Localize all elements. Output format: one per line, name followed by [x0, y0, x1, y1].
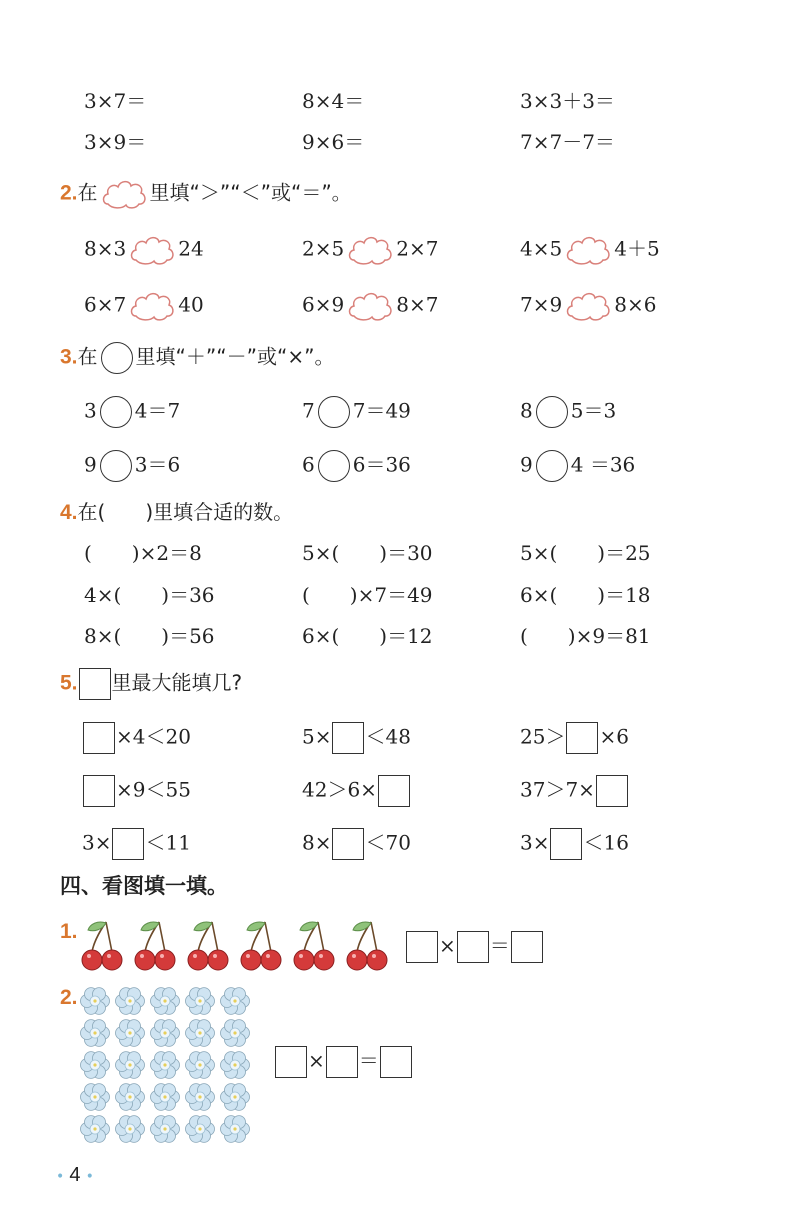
cloud-blank[interactable] [346, 288, 394, 324]
square-blank[interactable] [566, 722, 598, 754]
square-blank[interactable] [596, 775, 628, 807]
circle-blank[interactable] [318, 450, 350, 482]
flower-icon [185, 986, 215, 1016]
flower-icon [115, 1050, 145, 1080]
cherry-icon [80, 918, 124, 972]
flower-icon [185, 1018, 215, 1048]
flower-icon [220, 986, 250, 1016]
calc-2-2: 9×6＝ [302, 130, 365, 154]
flower-icon [150, 1082, 180, 1112]
square-blank[interactable] [275, 1046, 307, 1078]
calc-2-1: 3×9＝ [84, 130, 147, 154]
q5-heading [60, 668, 242, 700]
flower-icon [185, 1114, 215, 1144]
q5-item-3-1: 3× ＜11 [82, 828, 191, 860]
square-blank[interactable] [457, 931, 489, 963]
q2-item-2-1: 6×7 40 [84, 288, 204, 324]
q3-prefix: 在 [77, 344, 98, 369]
equals-sign: ＝ [358, 1048, 379, 1073]
q4-item-2-2: ( )×7＝49 [302, 583, 433, 607]
s4-item2-number: 2. [60, 986, 78, 1009]
q3-item-1-3: 8 5＝3 [520, 396, 616, 428]
q4-item-1-2: 5×( )＝30 [302, 541, 433, 565]
q4-item-3-3: ( )×9＝81 [520, 624, 651, 648]
q5-item-3-2: 8× ＜70 [302, 828, 411, 860]
square-blank[interactable] [406, 931, 438, 963]
flower-grid [80, 986, 260, 1146]
flower-icon [150, 986, 180, 1016]
square-blank[interactable] [511, 931, 543, 963]
q4-heading [60, 498, 293, 527]
s4-item1-equation [405, 931, 544, 963]
q4-number: 4. [60, 501, 78, 524]
circle-blank[interactable] [536, 450, 568, 482]
q4-item-3-1: 8×( )＝56 [84, 624, 215, 648]
square-blank[interactable] [326, 1046, 358, 1078]
q2-item-2-2: 6×9 8×7 [302, 288, 438, 324]
square-blank[interactable] [550, 828, 582, 860]
circle-blank[interactable] [536, 396, 568, 428]
calc-2-3: 7×7－7＝ [520, 130, 615, 154]
flower-icon [150, 1114, 180, 1144]
circle-icon [101, 342, 133, 374]
cloud-blank[interactable] [564, 288, 612, 324]
q2-item-1-1: 8×3 24 [84, 232, 204, 268]
q2-item-2-3: 7×9 8×6 [520, 288, 656, 324]
q5-item-1-3: 25＞ ×6 [520, 722, 629, 754]
page-number: 4 [69, 1164, 81, 1186]
q3-item-1-1: 3 4＝7 [84, 396, 180, 428]
q2-prefix: 在 [77, 180, 98, 205]
cloud-blank[interactable] [128, 288, 176, 324]
cherry-icon [345, 918, 389, 972]
cherry-row [80, 918, 390, 972]
flower-icon [220, 1018, 250, 1048]
flower-icon [80, 1082, 110, 1112]
square-blank[interactable] [83, 722, 115, 754]
dot-icon: • [85, 1169, 94, 1185]
q4-item-1-3: 5×( )＝25 [520, 541, 651, 565]
flower-icon [115, 1114, 145, 1144]
cloud-blank[interactable] [128, 232, 176, 268]
flower-icon [80, 1114, 110, 1144]
q5-number: 5. [60, 671, 78, 695]
square-blank[interactable] [112, 828, 144, 860]
cloud-blank[interactable] [346, 232, 394, 268]
square-blank[interactable] [378, 775, 410, 807]
flower-icon [220, 1050, 250, 1080]
dot-icon: • [56, 1169, 65, 1185]
q3-item-2-3: 9 4 ＝36 [520, 450, 635, 482]
q3-item-2-2: 6 6＝36 [302, 450, 411, 482]
cherry-icon [133, 918, 177, 972]
q4-item-3-2: 6×( )＝12 [302, 624, 433, 648]
circle-blank[interactable] [100, 396, 132, 428]
q5-item-2-3: 37＞7× [520, 775, 629, 807]
times-sign: × [439, 933, 456, 958]
flower-icon [115, 1018, 145, 1048]
cherry-icon [292, 918, 336, 972]
q3-number: 3. [60, 345, 78, 369]
q4-title: 在( )里填合适的数。 [77, 500, 294, 524]
flower-icon [115, 1082, 145, 1112]
flower-icon [220, 1114, 250, 1144]
square-icon [79, 668, 111, 700]
q5-item-1-2: 5× ＜48 [302, 722, 411, 754]
q2-suffix: 里填“＞”“＜”或“＝”。 [149, 180, 352, 205]
flower-icon [220, 1082, 250, 1112]
cloud-icon [100, 176, 148, 212]
times-sign: × [308, 1048, 325, 1073]
flower-icon [80, 986, 110, 1016]
q2-item-1-3: 4×5 4＋5 [520, 232, 660, 268]
q5-item-2-1: ×9＜55 [82, 775, 191, 807]
flower-icon [80, 1018, 110, 1048]
cloud-blank[interactable] [564, 232, 612, 268]
circle-blank[interactable] [100, 450, 132, 482]
q4-item-1-1: ( )×2＝8 [84, 541, 202, 565]
q3-item-1-2: 7 7＝49 [302, 396, 411, 428]
q5-item-2-2: 42＞6× [302, 775, 411, 807]
cherry-icon [186, 918, 230, 972]
q4-item-2-3: 6×( )＝18 [520, 583, 651, 607]
cherry-icon [239, 918, 283, 972]
q5-item-1-1: ×4＜20 [82, 722, 191, 754]
square-blank[interactable] [332, 722, 364, 754]
q2-heading [60, 176, 352, 212]
s4-item1-number: 1. [60, 920, 78, 943]
square-blank[interactable] [83, 775, 115, 807]
q3-suffix: 里填“＋”“－”或“×”。 [135, 344, 335, 369]
q5-suffix: 里最大能填几? [111, 670, 243, 695]
s4-item2-equation [274, 1046, 413, 1078]
equals-sign: ＝ [489, 933, 510, 958]
page-footer [56, 1164, 94, 1187]
calc-1-1: 3×7＝ [84, 89, 147, 113]
flower-icon [80, 1050, 110, 1080]
q3-item-2-1: 9 3＝6 [84, 450, 180, 482]
square-blank[interactable] [380, 1046, 412, 1078]
flower-icon [185, 1050, 215, 1080]
section4-title: 四、看图填一填。 [60, 874, 228, 898]
q3-heading [60, 342, 334, 374]
circle-blank[interactable] [318, 396, 350, 428]
flower-icon [150, 1018, 180, 1048]
q4-item-2-1: 4×( )＝36 [84, 583, 215, 607]
calc-1-3: 3×3＋3＝ [520, 89, 615, 113]
q2-item-1-2: 2×5 2×7 [302, 232, 438, 268]
flower-icon [115, 986, 145, 1016]
q2-number: 2. [60, 181, 78, 205]
flower-icon [185, 1082, 215, 1112]
square-blank[interactable] [332, 828, 364, 860]
q5-item-3-3: 3× ＜16 [520, 828, 629, 860]
calc-1-2: 8×4＝ [302, 89, 365, 113]
flower-icon [150, 1050, 180, 1080]
